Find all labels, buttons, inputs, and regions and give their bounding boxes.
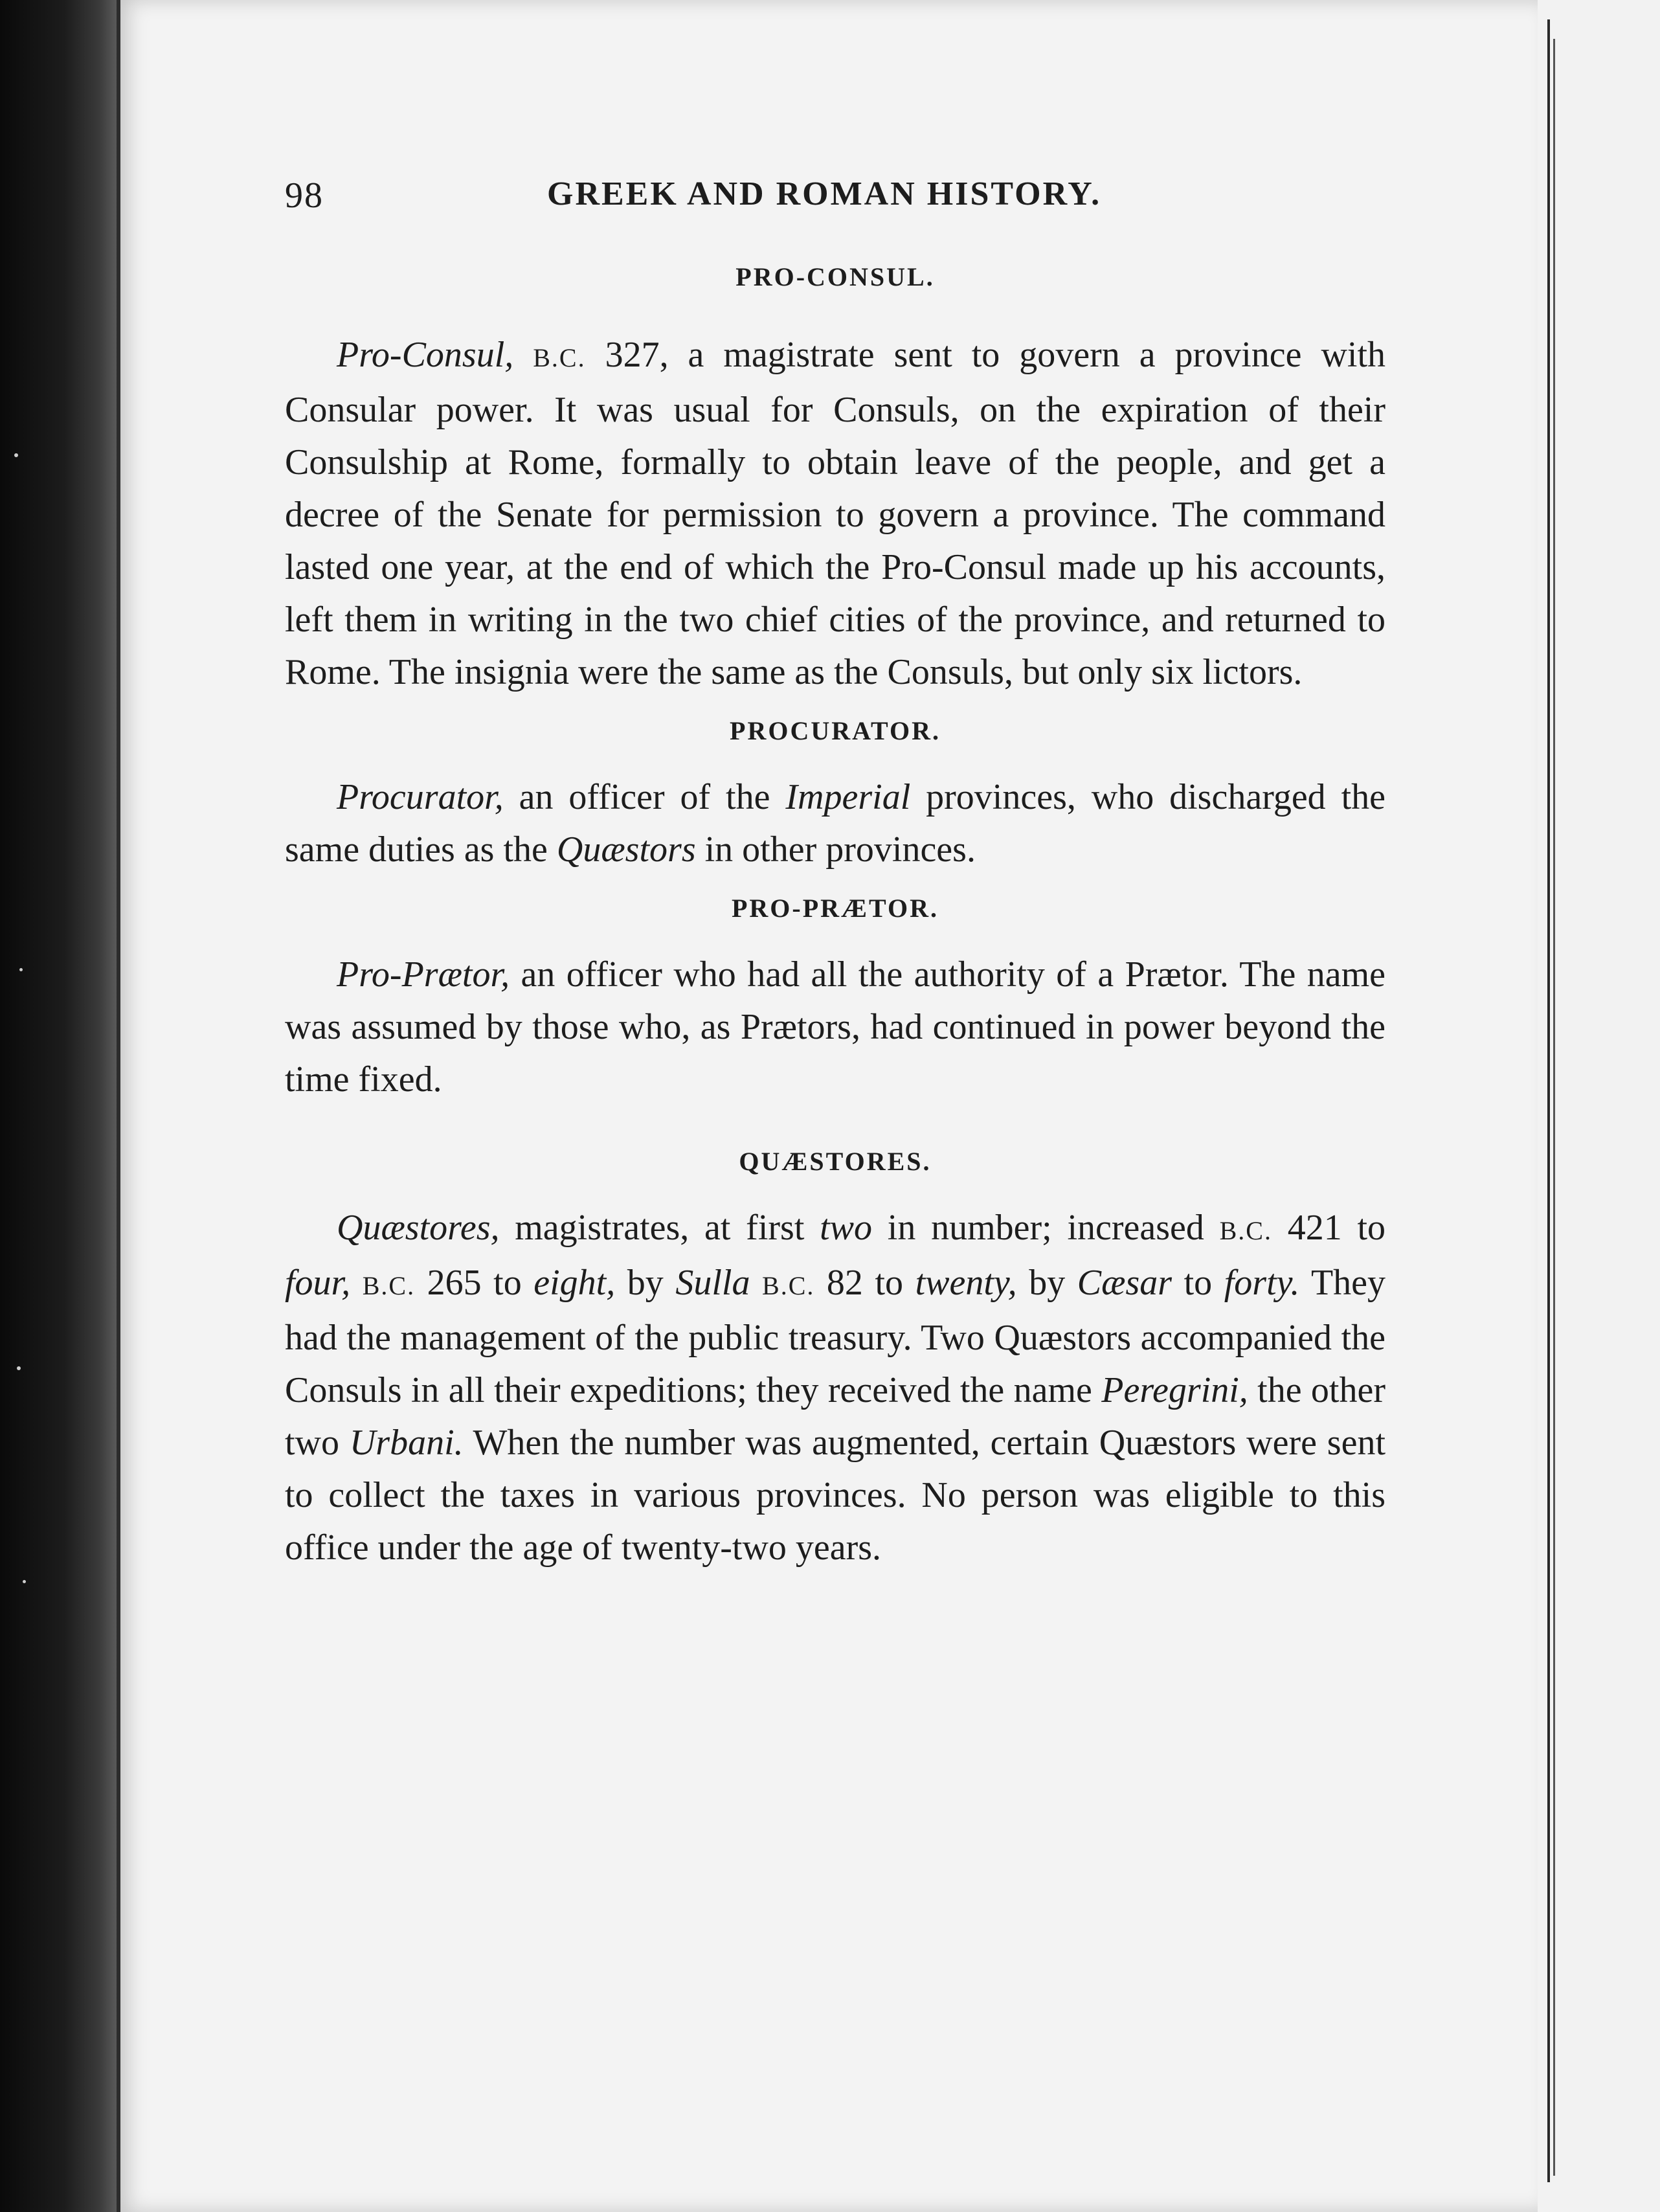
entry-text: by xyxy=(615,1263,676,1303)
italic-word: Imperial xyxy=(785,777,911,817)
italic-word: Cæsar xyxy=(1077,1263,1172,1303)
era-abbreviation: B.C. xyxy=(533,343,586,372)
italic-word: two xyxy=(820,1208,873,1248)
italic-word: forty. xyxy=(1224,1263,1300,1303)
entry-text: in other provinces. xyxy=(695,830,976,870)
speck xyxy=(19,968,23,971)
italic-word: Urbani. xyxy=(349,1423,464,1463)
book-gutter xyxy=(0,0,117,2212)
entry-text: an officer of the xyxy=(503,777,786,817)
italic-word: Quæstors xyxy=(556,830,696,870)
italic-word: twenty, xyxy=(915,1263,1017,1303)
italic-word: eight, xyxy=(533,1263,616,1303)
section-heading-procurator: PROCURATOR. xyxy=(730,716,941,745)
entry-text xyxy=(350,1263,363,1303)
entry-text: in number; increased xyxy=(872,1208,1220,1248)
section-heading-quaestores: QUÆSTORES. xyxy=(739,1147,932,1176)
entry-term: Pro-Prætor, xyxy=(337,954,510,995)
entry-text: by xyxy=(1016,1263,1077,1303)
page-text xyxy=(285,162,1385,1574)
speck xyxy=(14,453,18,457)
entry-term: Quæstores, xyxy=(337,1208,500,1248)
entry-pro-consul xyxy=(285,329,1385,699)
section-heading-pro-praetor: PRO-PRÆTOR. xyxy=(731,894,939,923)
page-number: 98 xyxy=(285,175,324,216)
entry-text: 82 to xyxy=(814,1263,915,1303)
entry-text: the other two xyxy=(285,1370,1385,1463)
entry-text: 421 to xyxy=(1272,1208,1386,1248)
entry-text: magistrates, at first xyxy=(499,1208,820,1248)
speck xyxy=(23,1580,26,1583)
entry-text: When the number was augmented, certain Quæstors were sent to collect the taxes in various provinces. No person was eligible to this office under the age of twenty-two years. xyxy=(285,1423,1386,1568)
entry-term: Pro-Consul, xyxy=(337,335,514,375)
page-edge xyxy=(117,0,120,2212)
entry-pro-praetor xyxy=(285,949,1385,1106)
italic-word: Sulla xyxy=(675,1263,750,1303)
edge-line xyxy=(1553,39,1555,2176)
italic-word: four, xyxy=(285,1263,351,1303)
entry-text: 265 to xyxy=(415,1263,534,1303)
speck xyxy=(17,1366,21,1370)
running-title: GREEK AND ROMAN HISTORY. xyxy=(547,175,1102,212)
era-abbreviation: B.C. xyxy=(1219,1216,1272,1245)
entry-term: Procurator, xyxy=(337,777,504,817)
entry-text: They had the management of the public treasury. Two Quæstors accompanied the Consuls in all their expeditions; they received the name xyxy=(285,1263,1386,1410)
entry-quaestores xyxy=(285,1202,1385,1574)
running-head xyxy=(285,162,1385,233)
entry-text: 327, a magistrate sent to govern a province with Consular power. It was usual for Consuls, on the expiration of their Consulship at Rome, formally to obtain leave of the people, and get a decree of the Senate for permission to govern a province. The command lasted one year, at the end of which the Pro-Consul made up his accounts, left them in writing in the two chief cities of the province, and returned to Rome. The insignia were the same as the Consuls, but only six lictors. xyxy=(285,335,1385,692)
italic-word: Peregrini, xyxy=(1101,1370,1248,1410)
era-abbreviation: B.C. xyxy=(362,1271,416,1300)
entry-text xyxy=(750,1263,762,1303)
edge-line xyxy=(1547,19,1550,2182)
right-page-edge xyxy=(1538,0,1660,2212)
era-abbreviation: B.C. xyxy=(762,1271,815,1300)
entry-text: to xyxy=(1172,1263,1224,1303)
entry-text: provinces, who discharged the same duties as the xyxy=(285,777,1386,870)
section-heading-pro-consul: PRO-CONSUL. xyxy=(735,262,935,291)
entry-procurator xyxy=(285,771,1385,876)
entry-text: an officer who had all the authority of a Prætor. The name was assumed by those who, as Prætors, had continued in power beyond the time fixed. xyxy=(285,954,1385,1100)
